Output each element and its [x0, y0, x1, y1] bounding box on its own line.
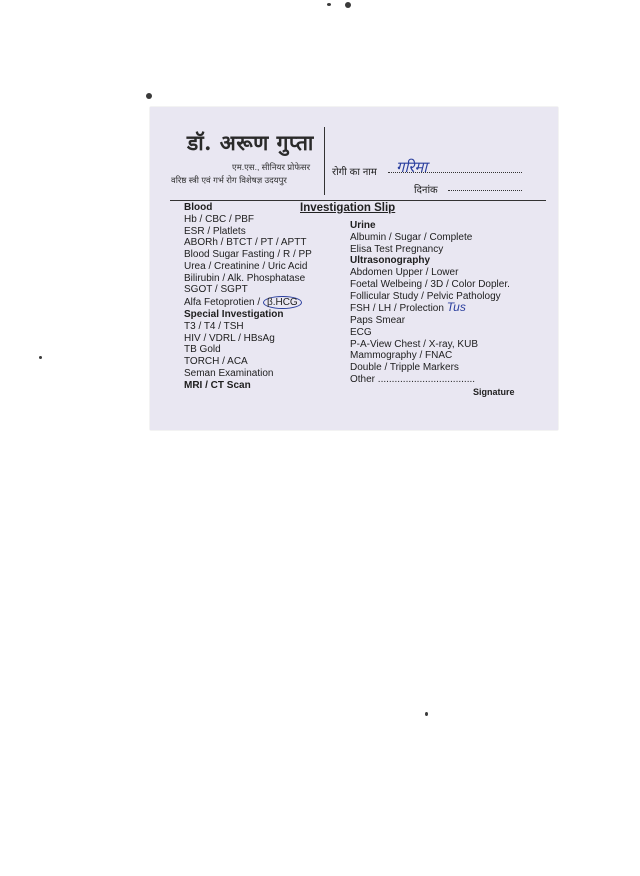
test-item: ABORh / BTCT / PT / APTT — [184, 237, 307, 249]
test-item-alfa — [184, 296, 312, 309]
test-item: HIV / VDRL / HBsAg — [184, 332, 275, 344]
test-item: Bilirubin / Alk. Phosphatase — [184, 272, 306, 284]
test-item: TORCH / ACA — [184, 356, 248, 367]
scan-speck — [425, 712, 428, 716]
test-item: Follicular Study / Pelvic Pathology — [350, 290, 501, 302]
urine-heading: Urine — [350, 220, 376, 231]
date-label: दिनांक — [414, 185, 438, 196]
test-item: Abdomen Upper / Lower — [350, 267, 459, 278]
test-item: Foetal Welbeing / 3D / Color Dopler. — [350, 278, 510, 290]
signature-label — [473, 387, 515, 397]
investigation-slip — [150, 107, 558, 430]
test-item: ECG — [350, 326, 372, 338]
patient-name-handwritten: गरिमा — [396, 159, 428, 176]
test-item: Elisa Test Pregnancy — [350, 243, 444, 255]
header-divider-vertical — [324, 127, 325, 195]
test-item: Paps Smear — [350, 315, 406, 326]
beta-hcg-circled: β.HCG — [263, 296, 302, 309]
test-item: Urea / Creatinine / Uric Acid — [184, 260, 308, 272]
patient-name-label: रोगी का नाम — [332, 167, 377, 178]
scan-speck — [146, 93, 152, 99]
test-item-fsh — [350, 302, 510, 315]
left-test-column — [184, 202, 312, 391]
test-item: Double / Tripple Markers — [350, 362, 459, 373]
handwritten-note: Tus — [446, 300, 466, 315]
header-divider-horizontal — [170, 200, 546, 201]
date-line — [448, 190, 522, 191]
mri-ct-heading: MRI / CT Scan — [184, 379, 251, 391]
doctor-specialty: वरिष्ठ स्त्री एवं गर्भ रोग विशेषज्ञ उदयपुर — [171, 175, 287, 185]
doctor-qualification: एम.एस., सीनियर प्रोफेसर — [232, 162, 311, 172]
test-item: ESR / Platlets — [184, 225, 246, 237]
other-line: Other ................................... — [350, 373, 476, 385]
right-test-column — [350, 220, 510, 386]
alfa-fetoprotien-label: Alfa Fetoprotien / — [184, 297, 261, 308]
test-item: Mammography / FNAC — [350, 350, 453, 362]
scan-speck — [39, 356, 42, 359]
scan-speck — [327, 3, 331, 6]
test-item: Hb / CBC / PBF — [184, 213, 255, 225]
special-investigation-heading: Special Investigation — [184, 309, 284, 320]
test-item: Albumin / Sugar / Complete — [350, 231, 473, 243]
scan-speck — [345, 2, 351, 8]
test-item: SGOT / SGPT — [184, 284, 248, 296]
test-item: Seman Examination — [184, 367, 274, 379]
test-item: TB Gold — [184, 344, 221, 356]
blood-heading: Blood — [184, 202, 213, 213]
ultrasonography-heading: Ultrasonography — [350, 255, 431, 267]
test-item: Blood Sugar Fasting / R / PP — [184, 249, 312, 260]
test-item: P-A-View Chest / X-ray, KUB — [350, 338, 478, 350]
doctor-name: डॉ. अरूण गुप्ता — [187, 130, 314, 155]
signature-text: Signature — [473, 387, 515, 397]
fsh-lh-prolection-label: FSH / LH / Prolection — [350, 303, 444, 315]
slip-title: Investigation Slip — [300, 202, 396, 214]
test-item: T3 / T4 / TSH — [184, 320, 244, 332]
